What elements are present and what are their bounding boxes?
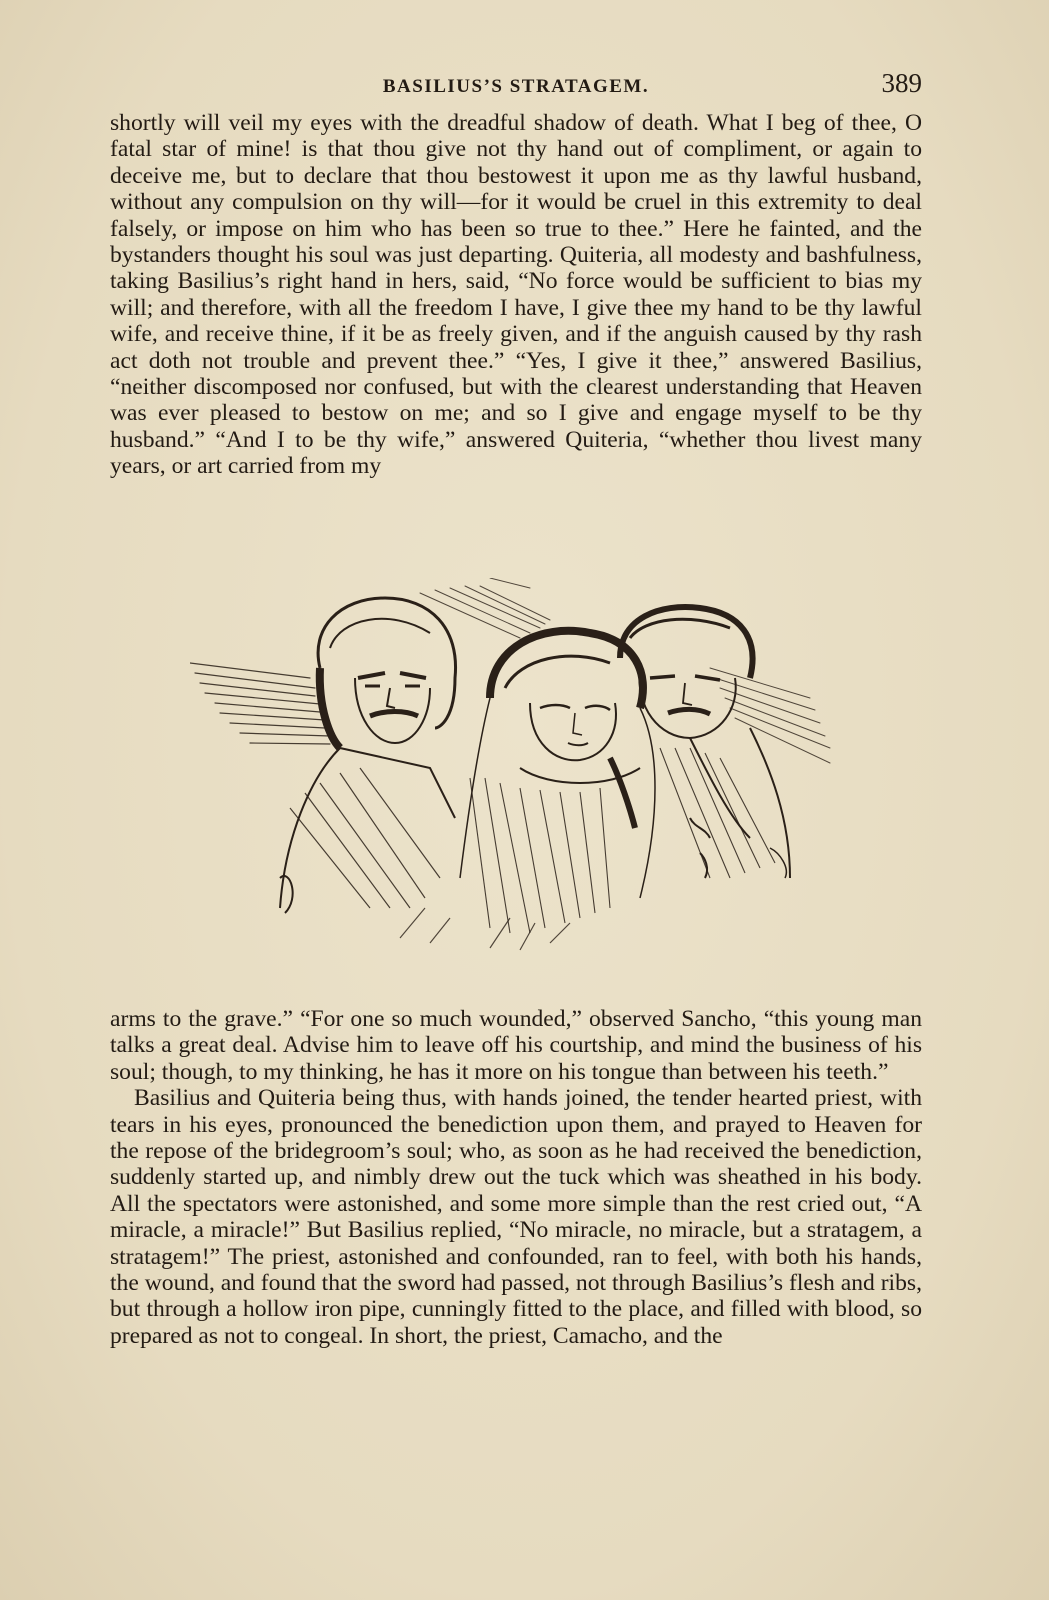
paragraph-stratagem: Basilius and Quiteria being thus, with hands joined, the tender hearted priest, with tears in his eyes, pronounced the benediction upon them, and prayed to Heaven for the repose of the bridegroom’s soul; who, as soon as he had received the benediction, suddenly started up, and nimbly drew out the tuck which was sheathed in his body. All the spectators were astonished, and some more simple than the rest cried out, “A miracle, a miracle!” But Basilius replied, “No miracle, no miracle, but a stratagem, a stratagem!” The priest, astonished and confounded, ran to feel, with both his hands, the wound, and found that the sword had passed, not through Basilius’s flesh and ribs, but through a hollow iron pipe, cunningly fitted to the place, and filled with blood, so prepared as not to congeal. In short, the priest, Camacho, and the (110, 1085, 922, 1349)
illustration (190, 578, 870, 968)
body-text-bottom (110, 1006, 922, 1349)
paragraph-sancho: arms to the grave.” “For one so much wounded,” observed Sancho, “this young man talks a great deal. Advise him to leave off his courtship, and mind the business of his soul; though, to my thinking, he has it more on his tongue than between his teeth.” (110, 1006, 922, 1085)
page-number: 389 (881, 68, 922, 98)
engraving-three-figures-icon (190, 578, 870, 968)
running-head: BASILIUS’S STRATAGEM. (382, 76, 650, 97)
body-text-top (110, 110, 922, 480)
paragraph-top: shortly will veil my eyes with the dreadful shadow of death. What I beg of thee, O fatal star of mine! is that thou give not thy hand out of compliment, or again to deceive me, but to declare that thou bestowest it upon me as thy lawful husband, without any compulsion on thy will—for it would be cruel in this extremity to deal falsely, or impose on him who has been so true to thee.” Here he fainted, and the bystanders thought his soul was just departing. Quiteria, all modesty and bashfulness, taking Basilius’s right hand in hers, said, “No force would be sufficient to bias my will; and therefore, with all the freedom I have, I give thee my hand to be thy lawful wife, and receive thine, if it be as freely given, and if the anguish caused by thy rash act doth not trouble and prevent thee.” “Yes, I give it thee,” answered Basilius, “neither discomposed nor confused, but with the clearest understanding that Heaven was ever pleased to bestow on me; and so I give and engage myself to be thy husband.” “And I to be thy wife,” answered Quiteria, “whether thou livest many years, or art carried from my (110, 110, 922, 480)
page-header (110, 66, 922, 106)
